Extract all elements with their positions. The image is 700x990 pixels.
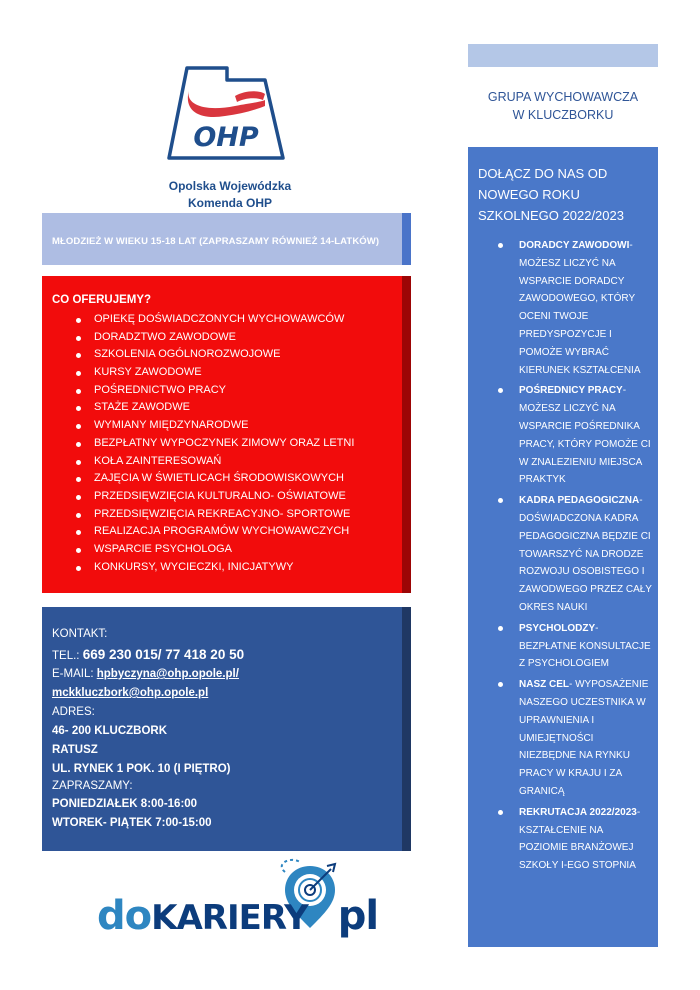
offer-item — [74, 364, 354, 382]
age-band-edge — [402, 213, 411, 265]
right-title-bar — [468, 44, 658, 67]
bullet-icon — [76, 530, 81, 535]
org-name-line1: Opolska Wojewódzka — [168, 179, 292, 193]
benefit-item-body: - MOŻESZ LICZYĆ NA WSPARCIE POŚREDNIKA PRACY, KTÓRY POMOŻE CI W ZNALEZIENIU MIEJSCA PRAKTYK — [519, 385, 651, 486]
contact-tel-row — [52, 647, 244, 662]
benefit-item-heading: POŚREDNICY PRACY — [519, 385, 623, 397]
address-line-1: 46- 200 KLUCZBORK — [52, 725, 168, 737]
bullet-icon — [76, 336, 81, 341]
bullet-icon — [498, 243, 503, 248]
offer-item-text: SZKOLENIA OGÓLNOROZWOJOWE — [94, 348, 281, 361]
contact-heading: KONTAKT: — [52, 628, 108, 640]
offer-item — [74, 346, 354, 364]
offer-item-text: KOŁA ZAINTERESOWAŃ — [94, 454, 222, 467]
group-title — [468, 88, 658, 124]
bullet-icon — [76, 477, 81, 482]
contact-box-edge — [402, 607, 411, 851]
offer-item-text: BEZPŁATNY WYPOCZYNEK ZIMOWY ORAZ LETNI — [94, 436, 355, 449]
tel-value[interactable]: 669 230 015/ 77 418 20 50 — [82, 647, 245, 662]
bullet-icon — [76, 513, 81, 518]
benefit-item-heading: NASZ CEL — [519, 679, 569, 691]
benefit-item — [480, 492, 658, 617]
offer-item-text: WSPARCIE PSYCHOLOGA — [94, 542, 232, 555]
bullet-icon — [76, 548, 81, 553]
address-label: ADRES: — [52, 706, 95, 718]
offer-item — [74, 488, 354, 506]
offer-item — [74, 453, 354, 471]
ohp-logo-text: OHP — [193, 122, 259, 153]
join-line1: DOŁĄCZ DO NAS OD — [478, 166, 608, 181]
address-line-2: RATUSZ — [52, 744, 98, 756]
bullet-icon — [76, 406, 81, 411]
hours-line-2: WTOREK- PIĄTEK 7:00-15:00 — [52, 817, 212, 829]
offer-title: CO OFERUJEMY? — [52, 294, 152, 306]
offer-item-text: STAŻE ZAWODWE — [94, 401, 190, 414]
organization-name — [140, 178, 320, 212]
bullet-icon — [76, 353, 81, 358]
bullet-icon — [498, 388, 503, 393]
invite-label: ZAPRASZAMY: — [52, 780, 133, 792]
benefit-item-heading: DORADCY ZAWODOWI — [519, 240, 630, 251]
benefit-item-heading: REKRUTACJA 2022/2023 — [519, 806, 637, 818]
offer-item — [74, 541, 354, 559]
hours-line-1: PONIEDZIAŁEK 8:00-16:00 — [52, 798, 198, 810]
offer-box-edge — [402, 276, 411, 593]
offer-item-text: ZAJĘCIA W ŚWIETLICACH ŚRODOWISKOWYCH — [94, 472, 344, 485]
join-line2: NOWEGO ROKU — [478, 187, 580, 202]
offer-item — [74, 382, 354, 400]
benefit-item-body: - WYPOSAŻENIE NASZEGO UCZESTNIKA W UPRAWNIENIA I UMIEJĘTNOŚCI NIEZBĘDNE NA RYNKU PRACY W KRAJU I ZA GRANICĄ — [519, 679, 649, 797]
offer-item-text: POŚREDNICTWO PRACY — [94, 383, 227, 396]
age-band-text: MŁODZIEŻ W WIEKU 15-18 LAT (ZAPRASZAMY RÓWNIEŻ 14-LATKÓW) — [52, 236, 380, 247]
bullet-icon — [76, 371, 81, 376]
benefits-list — [480, 237, 658, 875]
join-heading — [478, 163, 653, 226]
contact-email-row — [52, 668, 239, 680]
bullet-icon — [498, 682, 503, 687]
email-label: E-MAIL: — [52, 668, 94, 680]
benefit-item-heading: PSYCHOLODZY — [519, 622, 596, 634]
offer-item — [74, 435, 354, 453]
offer-list — [74, 311, 354, 576]
benefit-item — [480, 804, 658, 875]
bullet-icon — [76, 460, 81, 465]
benefit-item — [480, 382, 658, 489]
dokariery-wordmark — [97, 893, 378, 939]
benefit-item — [480, 237, 658, 379]
benefit-item-body: - KSZTAŁCENIE NA POZIOMIE BRANŻOWEJ SZKOŁY I-EGO STOPNIA — [519, 806, 641, 872]
bullet-icon — [498, 810, 503, 815]
email-link-1[interactable]: hpbyczyna@ohp.opole.pl/ — [96, 668, 239, 680]
join-line3: SZKOLNEGO 2022/2023 — [478, 208, 624, 223]
offer-item-text: PRZEDSIĘWZIĘCIA REKREACYJNO- SPORTOWE — [94, 507, 351, 520]
benefit-item-body: - BEZPŁATNE KONSULTACJE Z PSYCHOLOGIEM — [519, 622, 651, 670]
offer-item-text: KURSY ZAWODOWE — [94, 366, 202, 379]
org-name-line2: Komenda OHP — [187, 196, 272, 210]
offer-item — [74, 311, 354, 329]
benefit-item — [480, 676, 658, 801]
ohp-logo — [165, 60, 285, 170]
wordmark-part-do: do — [97, 893, 152, 939]
bullet-icon — [76, 566, 81, 571]
benefit-item-heading: KADRA PEDAGOGICZNA — [519, 495, 640, 507]
offer-item-text: OPIEKĘ DOŚWIADCZONYCH WYCHOWAWCÓW — [94, 313, 345, 325]
group-title-line1: GRUPA WYCHOWAWCZA — [487, 90, 639, 104]
bullet-icon — [76, 442, 81, 447]
address-line-3: UL. RYNEK 1 POK. 10 (I PIĘTRO) — [52, 763, 231, 775]
offer-item-text: PRZEDSIĘWZIĘCIA KULTURALNO- OŚWIATOWE — [94, 489, 346, 502]
offer-item — [74, 506, 354, 524]
email-link-2[interactable]: mckkluczbork@ohp.opole.pl — [52, 687, 209, 699]
offer-item-text: KONKURSY, WYCIECZKI, INICJATYWY — [94, 560, 294, 573]
offer-item — [74, 329, 354, 347]
bullet-icon — [76, 389, 81, 394]
benefit-item-body: - DOŚWIADCZONA KADRA PEDAGOGICZNA BĘDZIE CI TOWARSZYĆ NA DRODZE ROZWOJU OSOBISTEGO I ZAWODWEGO PRZEZ CAŁY OKRES NAUKI — [519, 495, 652, 613]
bullet-icon — [498, 626, 503, 631]
bullet-icon — [76, 424, 81, 429]
offer-item — [74, 559, 354, 577]
group-title-line2: W KLUCZBORKU — [512, 108, 614, 122]
tel-label: TEL.: — [52, 650, 80, 662]
benefit-item — [480, 620, 658, 673]
bullet-icon — [76, 318, 81, 323]
offer-item — [74, 399, 354, 417]
wordmark-part-kariery: KARIERY — [151, 898, 308, 938]
bullet-icon — [498, 498, 503, 503]
benefit-item-body: - MOŻESZ LICZYĆ NA WSPARCIE DORADCY ZAWODOWEGO, KTÓRY OCENI TWOJE PREDYSPOZYCJE I POMOŻE WYBRAĆ KIERUNEK KSZTAŁCENIA — [519, 240, 641, 376]
offer-item-text: WYMIANY MIĘDZYNARODWE — [94, 419, 249, 432]
offer-item-text: DORADZTWO ZAWODOWE — [94, 330, 236, 343]
bullet-icon — [76, 495, 81, 500]
offer-item — [74, 417, 354, 435]
offer-item-text: REALIZACJA PROGRAMÓW WYCHOWAWCZYCH — [94, 525, 350, 538]
wordmark-part-pl: pl — [337, 893, 379, 939]
offer-item — [74, 523, 354, 541]
offer-item — [74, 470, 354, 488]
